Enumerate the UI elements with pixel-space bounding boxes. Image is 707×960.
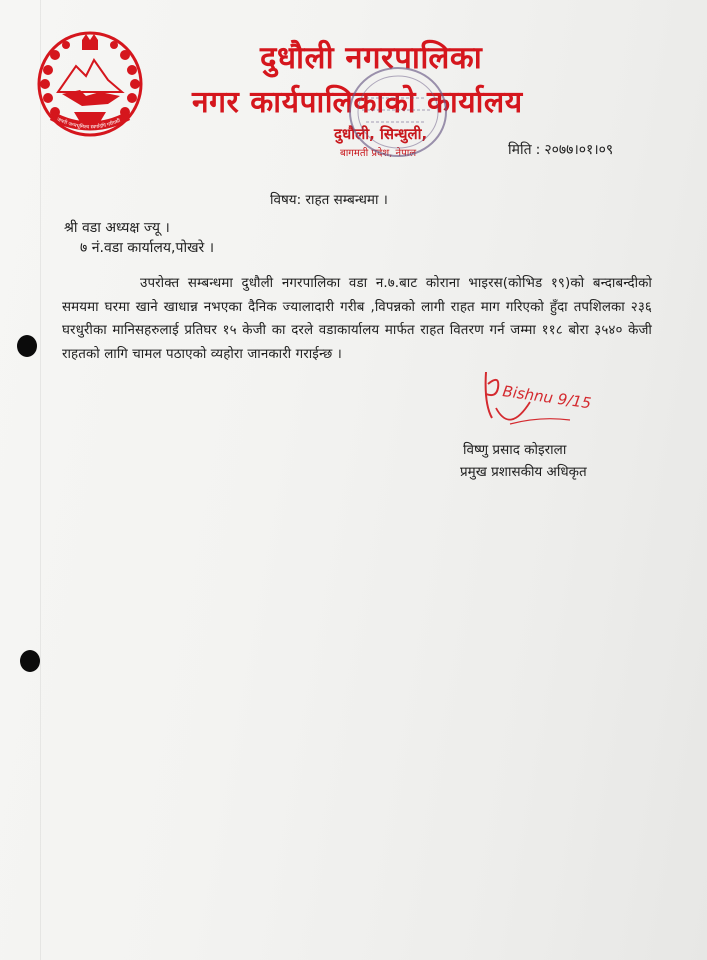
addressee-line1: श्री वडा अध्यक्ष ज्यू । xyxy=(64,220,170,236)
signature-handwriting: Bishnu 9/15 xyxy=(501,382,593,413)
office-name: नगर कार्यपालिकाको कार्यालय xyxy=(192,85,523,120)
date-label: मिति xyxy=(508,142,532,158)
letter-body: उपरोक्त सम्बन्धमा दुधौली नगरपालिका वडा न.७.बाट कोराना भाइरस(कोभिड १९)को बन्दाबन्दीको समयमा घरमा खाने खाधान्न नभएका दैनिक ज्यालादारी गरीब ,विपन्नको लागी राहत माग गरिएको हुँदा तपशिलका २३६ घरधुरीका मानिसहरुलाई प्रतिघर १५ केजी का दरले वडाकार्यालय मार्फत राहत वितरण गर्न जम्मा ११८ बोरा ३५४० केजी राहतको लागि चामल पठाएको व्यहोरा जानकारी गराईन्छ । xyxy=(62,276,652,362)
office-province: बागमती प्रदेश, नेपाल xyxy=(340,148,417,159)
punch-hole xyxy=(17,335,37,357)
punch-hole xyxy=(20,650,40,672)
nepal-emblem-icon xyxy=(36,30,144,138)
signatory-name: विष्णु प्रसाद कोइराला xyxy=(463,442,567,458)
office-stamp-icon xyxy=(336,58,456,168)
org-name: दुधौली नगरपालिका xyxy=(260,40,483,76)
letter-subject: विषय: राहत सम्बन्धमा । xyxy=(270,192,388,208)
emblem-motto: जननी जन्मभूमिश्च स्वर्गादपि गरीयसी xyxy=(55,116,122,131)
letter-date: मिति : २०७७।०१।०९ xyxy=(508,142,614,158)
paper-fold xyxy=(40,0,41,960)
signature-mark xyxy=(470,364,593,444)
date-value: २०७७।०१।०९ xyxy=(544,142,614,158)
office-location: दुधौली, सिन्धुली, xyxy=(334,125,428,143)
addressee-line2: ७ नं.वडा कार्यालय,पोखरे । xyxy=(80,240,214,256)
signatory-title: प्रमुख प्रशासकीय अधिकृत xyxy=(460,464,587,480)
